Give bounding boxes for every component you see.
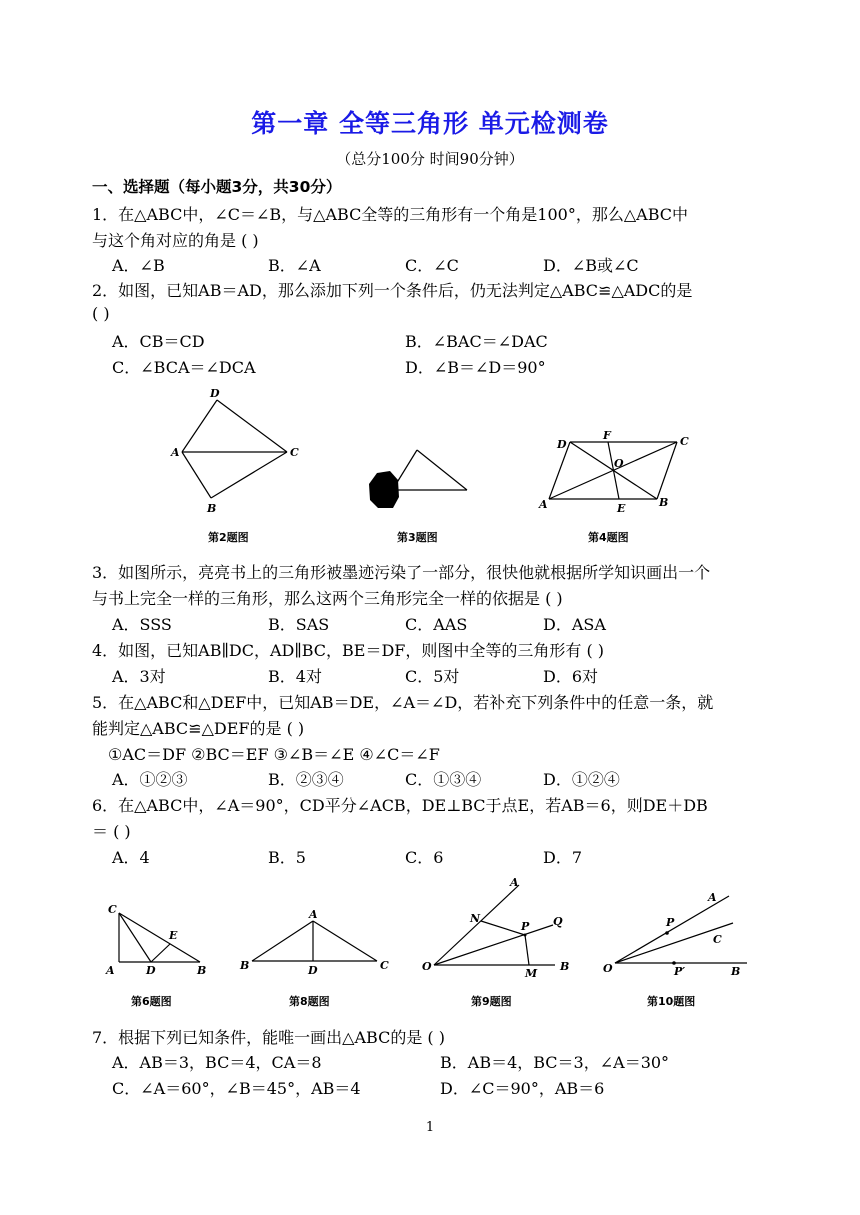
q4-option-a: A．3对 [112,667,166,686]
q7-option-d: D．∠C＝90°，AB＝6 [440,1079,605,1098]
fig9-label-o: O [422,960,432,973]
fig10-label-c: C [713,933,722,946]
q5-option-d: D．①②④ [543,770,620,789]
q2-option-c: C．∠BCA＝∠DCA [112,358,256,377]
fig4-label-f: F [603,429,611,442]
fig4-label-o: O [614,457,624,470]
fig6-label-e: E [169,929,178,942]
caption-fig6: 第6题图 [131,995,172,1008]
q2-option-a: A．CB＝CD [112,332,205,351]
fig10-label-p-prime: P′ [674,965,686,978]
q2-text-line1: 2．如图，已知AB＝AD，那么添加下列一个条件后，仍无法判定△ABC≌△ADC的是 [92,281,693,300]
q7-text-line1: 7．根据下列已知条件，能唯一画出△ABC的是 ( ) [92,1028,445,1047]
figure-3 [360,440,480,520]
fig4-label-c: C [680,435,689,448]
page-number: 1 [425,1120,435,1135]
q2-option-d: D．∠B＝∠D＝90° [405,358,546,377]
fig10-label-b: B [731,965,741,978]
caption-fig2: 第2题图 [208,531,249,544]
q2-text-line2: ( ) [92,304,110,323]
q1-option-d: D．∠B或∠C [543,256,639,275]
q6-text-line1: 6．在△ABC中，∠A＝90°，CD平分∠ACB，DE⊥BC于点E，若AB＝6，则DE＋DB [92,796,708,815]
fig9-label-q: Q [553,915,563,928]
fig9-label-p: P [521,920,530,933]
fig6-label-a: A [106,964,115,977]
fig9-label-n: N [470,912,481,925]
page-subtitle: （总分100分 时间90分钟） [336,150,524,168]
q3-option-d: D．ASA [543,615,606,634]
q6-option-c: C．6 [405,848,444,867]
q4-option-b: B．4对 [268,667,322,686]
fig4-label-b: B [659,496,669,509]
caption-fig8: 第8题图 [289,995,330,1008]
fig2-label-c: C [290,446,299,459]
q1-text-line1: 1．在△ABC中，∠C＝∠B，与△ABC全等的三角形有一个角是100°，那么△ABC中 [92,205,689,224]
q6-text-line2: ＝ ( ) [92,822,131,841]
figure-4 [535,428,705,518]
q5-text-line2: 能判定△ABC≌△DEF的是 ( ) [92,719,305,738]
fig9-label-a: A [510,876,519,889]
q1-text-line2: 与这个角对应的角是 ( ) [92,231,259,250]
fig9-label-b: B [560,960,570,973]
q7-option-c: C．∠A＝60°，∠B＝45°，AB＝4 [112,1079,361,1098]
section-heading: 一、选择题（每小题3分，共30分） [92,178,342,196]
q1-option-a: A．∠B [112,256,165,275]
q6-option-d: D．7 [543,848,583,867]
fig2-label-a: A [171,446,180,459]
q1-option-b: B．∠A [268,256,321,275]
fig8-label-c: C [380,959,389,972]
fig2-label-b: B [207,502,217,515]
fig10-label-a: A [708,891,717,904]
q7-option-a: A．AB＝3，BC＝4，CA＝8 [112,1053,322,1072]
q3-option-c: C．AAS [405,615,468,634]
q3-option-b: B．SAS [268,615,330,634]
ink-blot [369,471,399,508]
q3-text-line2: 与书上完全一样的三角形，那么这两个三角形完全一样的依据是 ( ) [92,589,563,608]
fig2-label-d: D [210,387,220,400]
q4-option-d: D．6对 [543,667,599,686]
q5-option-a: A．①②③ [112,770,188,789]
q7-option-b: B．AB＝4，BC＝3，∠A＝30° [440,1053,670,1072]
caption-fig4: 第4题图 [588,531,629,544]
q3-option-a: A．SSS [112,615,172,634]
fig6-label-b: B [197,964,207,977]
figure-6 [100,895,220,980]
q4-text-line1: 4．如图，已知AB∥DC，AD∥BC，BE＝DF，则图中全等的三角形有 ( ) [92,641,605,660]
q1-option-c: C．∠C [405,256,459,275]
q5-option-c: C．①③④ [405,770,482,789]
fig8-label-a: A [309,908,318,921]
q2-option-b: B．∠BAC＝∠DAC [405,332,548,351]
figure-2 [160,380,310,520]
q5-option-b: B．②③④ [268,770,344,789]
figure-10 [595,884,765,982]
q4-option-c: C．5对 [405,667,460,686]
fig10-label-o: O [603,962,613,975]
figure-8 [235,905,395,980]
fig9-label-m: M [525,967,538,980]
q3-text-line1: 3．如图所示，亮亮书上的三角形被墨迹污染了一部分，很快他就根据所学知识画出一个 [92,563,711,582]
figure-9 [415,872,585,982]
fig4-label-e: E [617,502,626,515]
fig6-label-d: D [146,964,156,977]
fig4-label-a: A [539,498,548,511]
page-title: 第一章 全等三角形 单元检测卷 [251,109,609,138]
fig8-label-d: D [308,964,318,977]
q6-option-a: A．4 [112,848,150,867]
fig4-label-d: D [557,438,567,451]
q5-text-line1: 5．在△ABC和△DEF中，已知AB＝DE，∠A＝∠D，若补充下列条件中的任意一条，就 [92,693,714,712]
fig6-label-c: C [108,903,117,916]
caption-fig10: 第10题图 [647,995,696,1008]
fig10-label-p: P [666,916,675,929]
caption-fig3: 第3题图 [397,531,438,544]
caption-fig9: 第9题图 [471,995,512,1008]
fig8-label-b: B [240,959,250,972]
q5-conditions: ①AC＝DF ②BC＝EF ③∠B＝∠E ④∠C＝∠F [108,745,440,764]
q6-option-b: B．5 [268,848,306,867]
